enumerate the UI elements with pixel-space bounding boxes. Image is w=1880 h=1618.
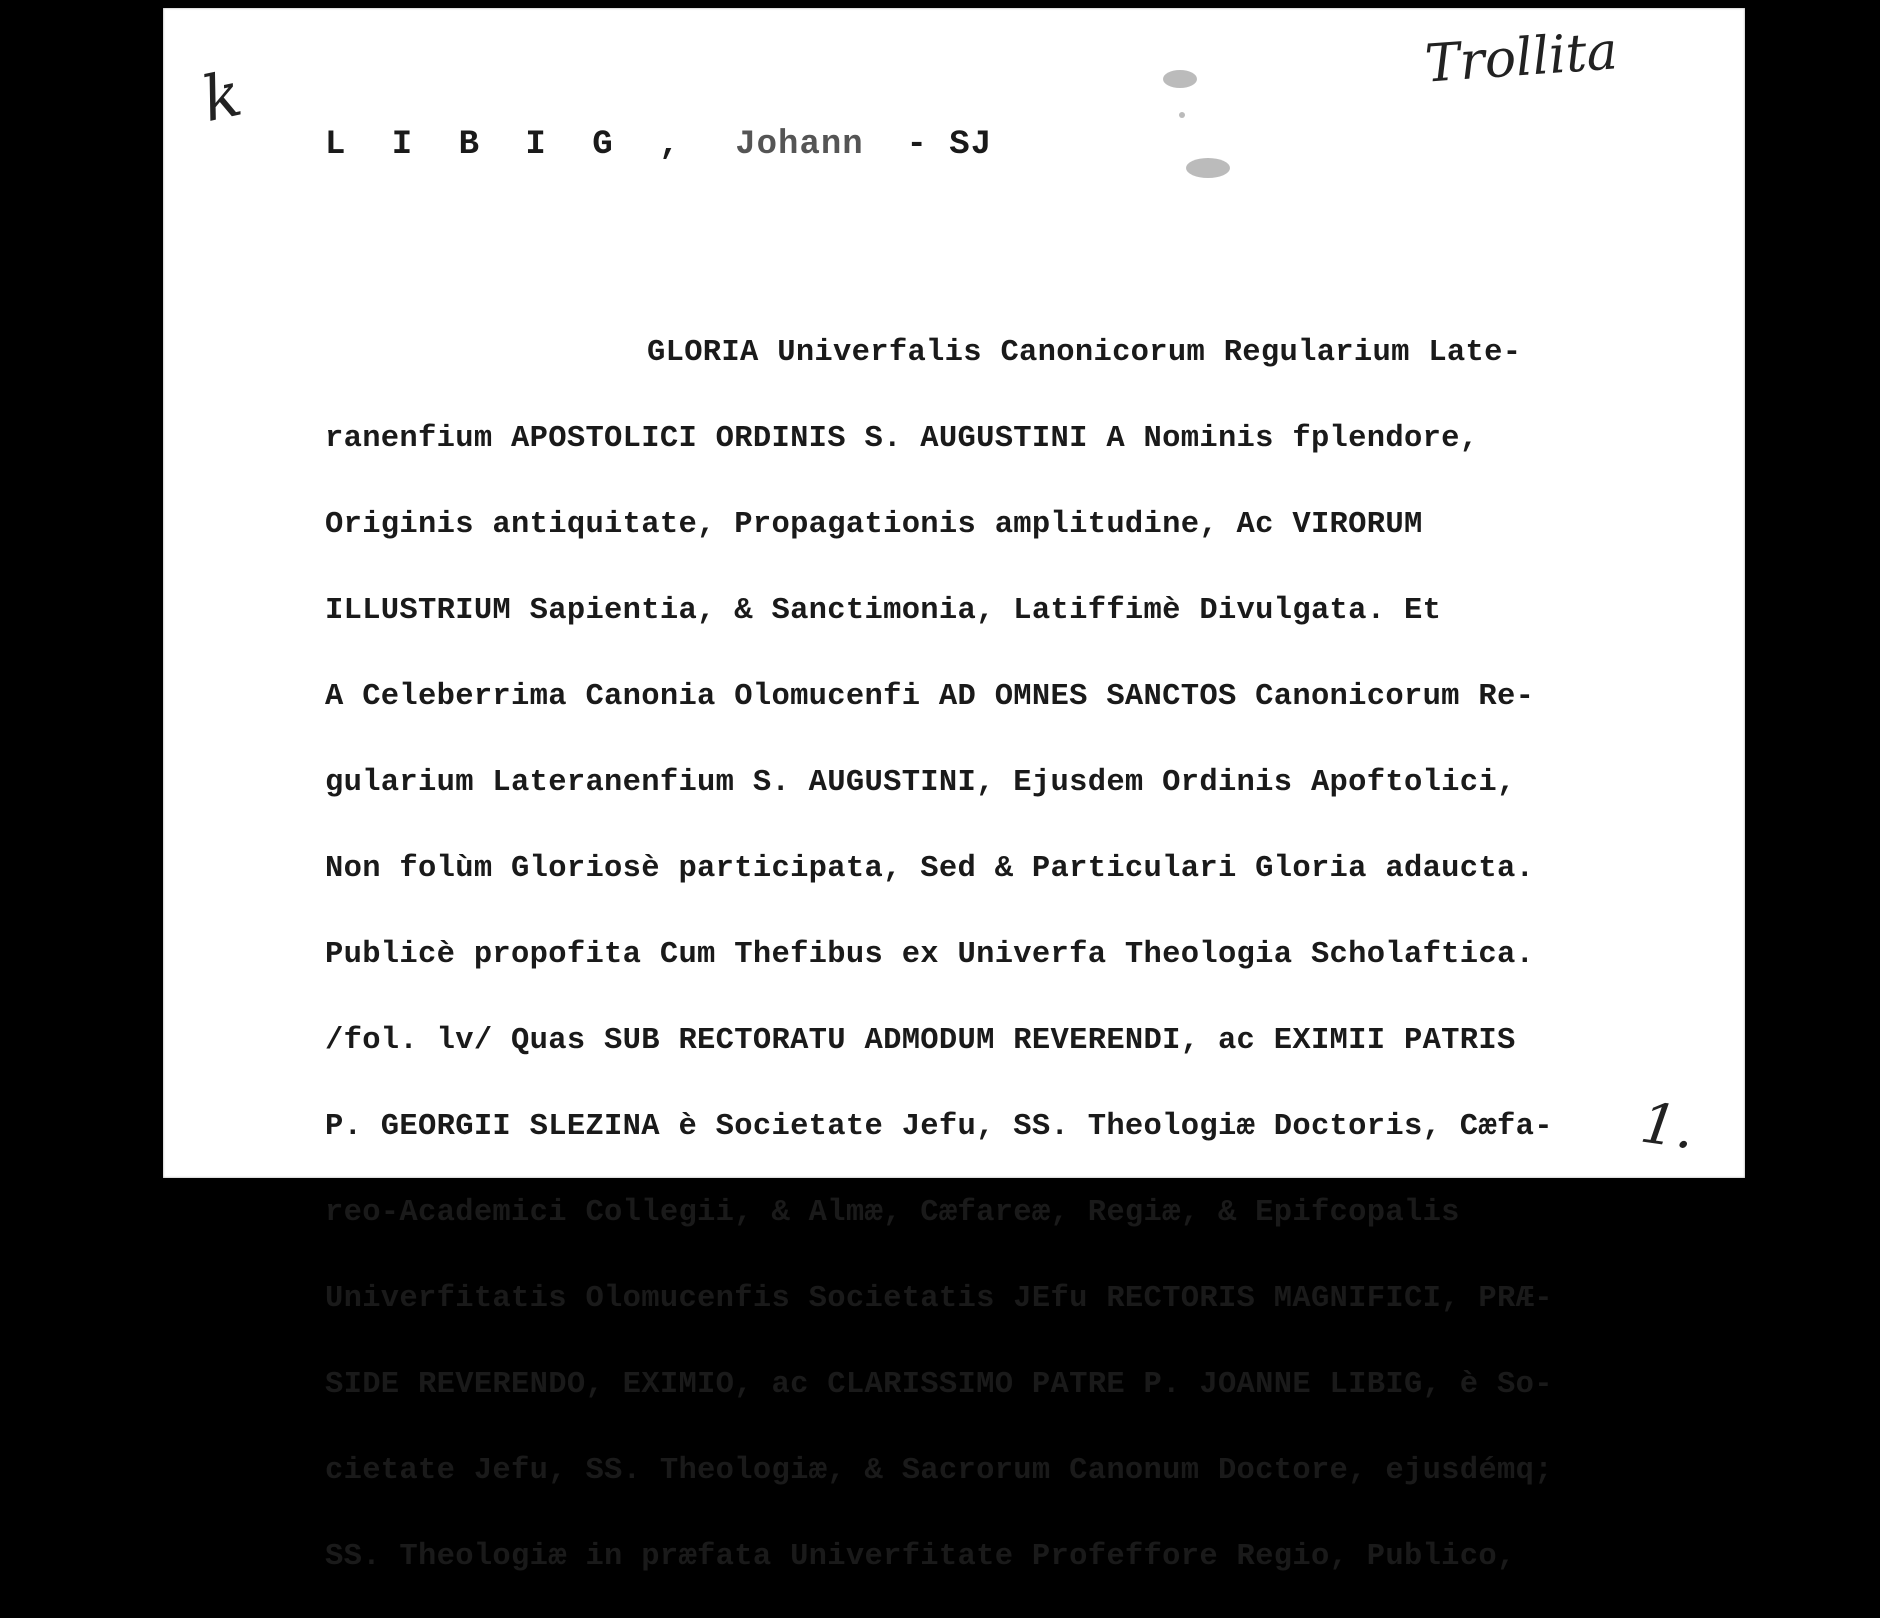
handwritten-note-right: Trollita bbox=[1423, 21, 1620, 95]
ink-smudge bbox=[1163, 70, 1197, 88]
text-line: SIDE REVERENDO, EXIMIO, ac CLARISSIMO PATRE P. JOANNE LIBIG, è So- bbox=[325, 1368, 1553, 1402]
text-line: Univerfitatis Olomucenfis Societatis JEfu RECTORIS MAGNIFICI, PRÆ- bbox=[325, 1282, 1553, 1316]
surname: L I B I G , bbox=[325, 126, 693, 164]
text-line: /fol. lv/ Quas SUB RECTORATU ADMODUM REVERENDI, ac EXIMII PATRIS bbox=[325, 1024, 1516, 1058]
page-number: 1. bbox=[1636, 1090, 1699, 1163]
card-body-text bbox=[325, 292, 1553, 1618]
handwritten-mark-left: k bbox=[195, 56, 248, 137]
text-line: cietate Jefu, SS. Theologiæ, & Sacrorum Canonum Doctore, ejusdémq; bbox=[325, 1454, 1553, 1488]
text-line: GLORIA Univerfalis Canonicorum Regularium Late- bbox=[647, 336, 1522, 370]
ink-smudge bbox=[1186, 158, 1230, 178]
text-line: P. GEORGII SLEZINA è Societate Jefu, SS. Theologiæ Doctoris, Cæfa- bbox=[325, 1110, 1553, 1144]
given-name: Johann bbox=[735, 126, 864, 164]
text-line: Non folùm Gloriosè participata, Sed & Particulari Gloria adaucta. bbox=[325, 852, 1535, 886]
text-line: Publicè propofita Cum Thefibus ex Univerfa Theologia Scholaftica. bbox=[325, 938, 1535, 972]
text-line: Originis antiquitate, Propagationis amplitudine, Ac VIRORUM bbox=[325, 508, 1423, 542]
text-line: gularium Lateranenfium S. AUGUSTINI, Ejusdem Ordinis Apoftolici, bbox=[325, 766, 1516, 800]
text-line: A Celeberrima Canonia Olomucenfi AD OMNES SANCTOS Canonicorum Re- bbox=[325, 680, 1535, 714]
text-line: SS. Theologiæ in præfata Univerfitate Profeffore Regio, Publico, bbox=[325, 1540, 1516, 1574]
card-heading bbox=[325, 126, 992, 164]
index-card bbox=[163, 8, 1745, 1574]
ink-smudge bbox=[1179, 112, 1185, 118]
text-line: ILLUSTRIUM Sapientia, & Sanctimonia, Latiffimè Divulgata. Et bbox=[325, 594, 1442, 628]
text-line: reo-Academici Collegii, & Almæ, Cæfareæ, Regiæ, & Epifcopalis bbox=[325, 1196, 1460, 1230]
order-abbreviation: - SJ bbox=[906, 126, 993, 164]
text-line: ranenfium APOSTOLICI ORDINIS S. AUGUSTINI A Nominis fplendore, bbox=[325, 422, 1479, 456]
